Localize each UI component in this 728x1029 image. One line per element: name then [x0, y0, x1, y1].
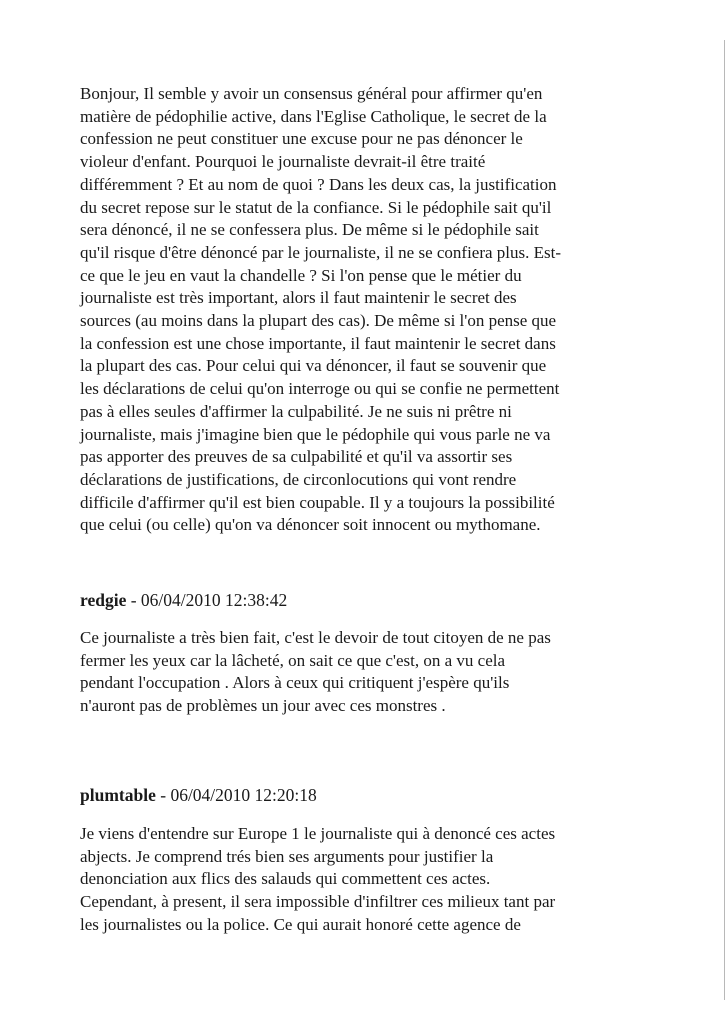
intro-line: la confession est une chose importante, il faut maintenir le secret dans: [80, 333, 556, 353]
comment-line: Je viens d'entendre sur Europe 1 le journaliste qui à denoncé ces actes: [80, 823, 556, 843]
comment-header: [80, 589, 640, 611]
comment-line: les journalistes ou la police. Ce qui aurait honoré cette agence de: [80, 914, 521, 934]
intro-line: que celui (ou celle) qu'on va dénoncer soit innocent ou mythomane.: [80, 515, 541, 535]
intro-line: les déclarations de celui qu'on interroge ou qui se confie ne permettent: [80, 379, 560, 399]
comment-line: Cependant, à present, il sera impossible d'infiltrer ces milieux tant par: [80, 891, 556, 911]
comment-line: abjects. Je comprend trés bien ses arguments pour justifier la: [80, 846, 494, 866]
intro-line: sources (au moins dans la plupart des cas). De même si l'on pense que: [80, 311, 557, 331]
comment-line: pendant l'occupation . Alors à ceux qui critiquent j'espère qu'ils: [80, 673, 510, 693]
intro-line: du secret repose sur le statut de la confiance. Si le pédophile sait qu'il: [80, 197, 552, 217]
intro-line: matière de pédophilie active, dans l'Eglise Catholique, le secret de la: [80, 106, 547, 126]
intro-line: journaliste est très important, alors il faut maintenir le secret des: [80, 288, 517, 308]
comment-body: [80, 823, 640, 937]
comment-line: Ce journaliste a très bien fait, c'est le devoir de tout citoyen de ne pas: [80, 628, 551, 648]
comment-timestamp: 06/04/2010 12:20:18: [170, 784, 317, 805]
scan-edge-line: [724, 40, 725, 1000]
intro-line: qu'il risque d'être dénoncé par le journaliste, il ne se confiera plus. Est-: [80, 242, 562, 262]
comment-header: [80, 784, 640, 806]
intro-line: violeur d'enfant. Pourquoi le journaliste devrait-il être traité: [80, 152, 486, 172]
comment-author: redgie: [80, 590, 127, 611]
comment-timestamp: 06/04/2010 12:38:42: [140, 590, 288, 611]
intro-line: pas à elles seules d'affirmer la culpabilité. Je ne suis ni prêtre ni: [80, 401, 512, 421]
comments-list: [80, 589, 640, 936]
intro-line: confession ne peut constituer une excuse pour ne pas dénoncer le: [80, 129, 523, 149]
intro-line: déclarations de justifications, de circonlocutions qui vont rendre: [80, 469, 517, 489]
intro-line: sera dénoncé, il ne se confessera plus. De même si le pédophile sait: [80, 220, 539, 240]
comment-block: [80, 589, 640, 718]
comment-line: denonciation aux flics des salauds qui commettent ces actes.: [80, 869, 491, 889]
intro-paragraph: [80, 83, 640, 537]
intro-line: Bonjour, Il semble y avoir un consensus général pour affirmer qu'en: [80, 84, 543, 103]
intro-line: la plupart des cas. Pour celui qui va dénoncer, il faut se souvenir que: [80, 356, 547, 376]
intro-line: journaliste, mais j'imagine bien que le pédophile qui vous parle ne va: [80, 424, 551, 444]
comment-body: [80, 627, 640, 718]
comment-line: n'auront pas de problèmes un jour avec ces monstres .: [80, 696, 446, 716]
header-separator: -: [155, 784, 171, 805]
intro-line: différemment ? Et au nom de quoi ? Dans les deux cas, la justification: [80, 174, 557, 194]
comment-line: fermer les yeux car la lâcheté, on sait ce que c'est, on a vu cela: [80, 650, 506, 670]
intro-line: pas apporter des preuves de sa culpabilité et qu'il va assortir ses: [80, 447, 513, 467]
intro-line: ce que le jeu en vaut la chandelle ? Si l'on pense que le métier du: [80, 265, 522, 285]
header-separator: -: [126, 590, 141, 611]
intro-line: difficile d'affirmer qu'il est bien coupable. Il y a toujours la possibilité: [80, 492, 555, 512]
comment-block: [80, 784, 640, 937]
comment-author: plumtable: [80, 784, 156, 805]
document-page: [80, 83, 640, 936]
